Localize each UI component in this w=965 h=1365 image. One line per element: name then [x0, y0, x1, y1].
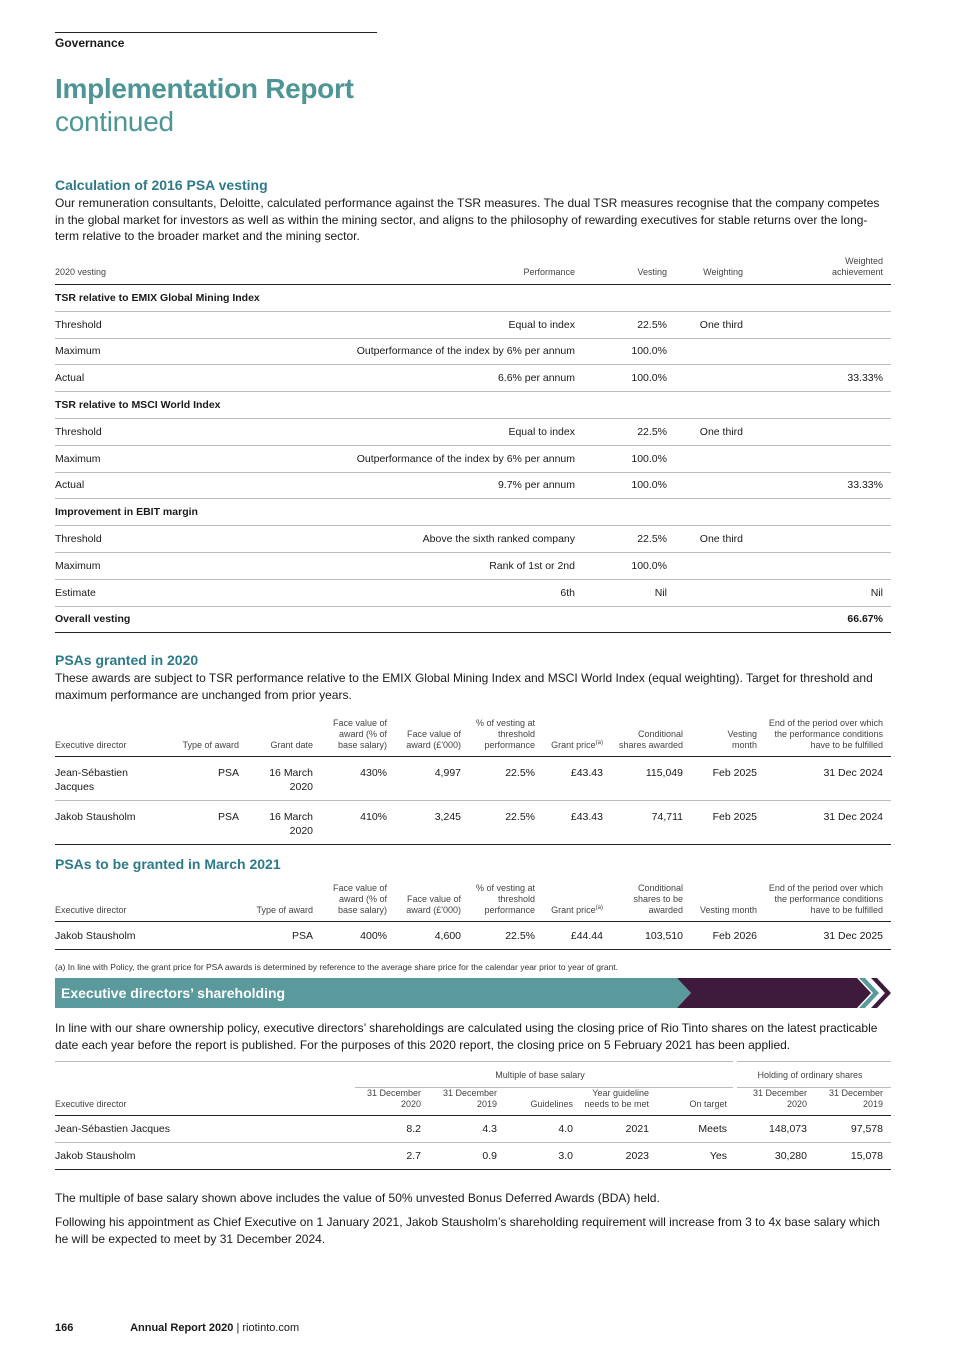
row-label: Threshold	[55, 418, 295, 445]
shareholding-table	[55, 1061, 891, 1170]
row-performance: Equal to index	[295, 418, 583, 445]
page-footer	[55, 1322, 299, 1334]
cell-on-target: Yes	[657, 1143, 735, 1170]
cell-shares: 115,049	[611, 757, 691, 801]
row-weighting	[675, 472, 775, 499]
row-vesting: 22.5%	[583, 526, 675, 553]
col-multiple-2020: 31 December 2020	[355, 1088, 429, 1116]
footnote-marker: (a)	[595, 905, 603, 911]
cell-guidelines: 3.0	[505, 1143, 581, 1170]
cell-type: PSA	[173, 801, 247, 845]
col-conditional-shares: Conditional shares to be awarded	[611, 883, 691, 922]
overall-vesting-label: Overall vesting	[55, 606, 295, 633]
col-face-value-gbp: Face value of award (£'000)	[395, 883, 469, 922]
cell-holding-2020: 148,073	[735, 1116, 815, 1143]
report-name: Annual Report 2020	[130, 1322, 234, 1334]
row-performance: Outperformance of the index by 6% per annum	[295, 445, 583, 472]
col-type-of-award: Type of award	[173, 718, 247, 757]
row-vesting: 100.0%	[583, 365, 675, 392]
table-row	[55, 922, 891, 950]
table-row	[55, 1143, 891, 1170]
row-achievement: 33.33%	[775, 365, 891, 392]
row-vesting: 100.0%	[583, 445, 675, 472]
row-achievement	[775, 338, 891, 365]
cell-grant-price: £44.44	[543, 922, 611, 950]
group-multiple-of-salary: Multiple of base salary	[355, 1062, 735, 1088]
row-performance: Above the sixth ranked company	[295, 526, 583, 553]
cell-end-period: 31 Dec 2024	[765, 757, 891, 801]
cell-multiple-2020: 2.7	[355, 1143, 429, 1170]
grant-price-label: Grant price	[551, 905, 596, 915]
row-achievement: Nil	[775, 579, 891, 606]
cell-grant-price: £43.43	[543, 801, 611, 845]
col-end-of-period: End of the period over which the performance conditions have to be fulfilled	[765, 883, 891, 922]
table-header-row	[55, 256, 891, 285]
cell-grant-date: 16 March 2020	[247, 801, 321, 845]
col-grant-price	[543, 718, 611, 757]
row-vesting: 100.0%	[583, 472, 675, 499]
col-guidelines: Guidelines	[505, 1088, 581, 1116]
cell-vesting-month: Feb 2025	[691, 757, 765, 801]
col-executive-director: Executive director	[55, 718, 173, 757]
row-weighting	[675, 445, 775, 472]
row-weighting	[675, 365, 775, 392]
cell-director: Jakob Stausholm	[55, 1143, 355, 1170]
cell-shares: 74,711	[611, 801, 691, 845]
bda-note: The multiple of base salary shown above includes the value of 50% unvested Bonus Deferred Awards (BDA) held.	[55, 1191, 660, 1205]
footer-separator: |	[236, 1322, 240, 1334]
psa2016-heading: Calculation of 2016 PSA vesting	[55, 177, 268, 193]
cell-threshold: 22.5%	[469, 757, 543, 801]
cell-director: Jean-Sébastien Jacques	[55, 1116, 355, 1143]
cell-guidelines: 4.0	[505, 1116, 581, 1143]
col-multiple-2019: 31 December 2019	[429, 1088, 505, 1116]
col-weighting: Weighting	[675, 256, 775, 285]
cell-vesting-month: Feb 2025	[691, 801, 765, 845]
shareholding-intro: In line with our share ownership policy, executive directors’ shareholdings are calculated using the closing price of Rio Tinto shares on the latest practicable date each year before the report is published. For the purposes of this 2020 report, the closing price on 5 February 2021 has been applied.	[55, 1021, 878, 1052]
psa2016-vesting-table	[55, 256, 891, 633]
cell-threshold: 22.5%	[469, 801, 543, 845]
page-subtitle: continued	[55, 106, 174, 137]
table-row	[55, 365, 891, 392]
row-vesting: 100.0%	[583, 338, 675, 365]
group-row	[55, 285, 891, 312]
group-holding-of-shares: Holding of ordinary shares	[735, 1062, 891, 1088]
cell-multiple-2019: 4.3	[429, 1116, 505, 1143]
grant-price-label: Grant price	[551, 740, 596, 750]
col-holding-2020: 31 December 2020	[735, 1088, 815, 1116]
cell-holding-2019: 97,578	[815, 1116, 891, 1143]
col-vesting: Vesting	[583, 256, 675, 285]
group-row	[55, 499, 891, 526]
cell-face-gbp: 4,600	[395, 922, 469, 950]
row-label: Threshold	[55, 311, 295, 338]
group-row	[55, 392, 891, 419]
stausholm-note: Following his appointment as Chief Executive on 1 January 2021, Jakob Stausholm’s shareholding requirement will increase from 3 to 4x base salary which he will be expected to meet by 31 December 2024.	[55, 1215, 880, 1246]
psa2016-intro: Our remuneration consultants, Deloitte, calculated performance against the TSR measures. The dual TSR measures recognise that the company competes in the global market for investors as well as within the mining sector, and aligns to the philosophy of rewarding executives for stable returns over the long-term relative to the broader market and the mining sector.	[55, 196, 880, 243]
row-weighting: One third	[675, 311, 775, 338]
shareholding-heading: Executive directors’ shareholding	[61, 985, 286, 1001]
row-performance: 6th	[295, 579, 583, 606]
row-performance: Outperformance of the index by 6% per annum	[295, 338, 583, 365]
cell-end-period: 31 Dec 2024	[765, 801, 891, 845]
row-label: Actual	[55, 472, 295, 499]
group-label-ebit: Improvement in EBIT margin	[55, 499, 891, 526]
row-weighting	[675, 338, 775, 365]
row-label: Maximum	[55, 445, 295, 472]
cell-director: Jakob Stausholm	[55, 801, 173, 845]
col-executive-director: Executive director	[55, 1088, 355, 1116]
group-label-msci: TSR relative to MSCI World Index	[55, 392, 891, 419]
col-face-value-gbp: Face value of award (£'000)	[395, 718, 469, 757]
grant-price-footnote: (a) In line with Policy, the grant price for PSA awards is determined by reference to the average share price for the calendar year prior to year of grant.	[55, 962, 619, 972]
row-weighting	[675, 552, 775, 579]
row-achievement	[775, 552, 891, 579]
row-achievement	[775, 311, 891, 338]
col-grant-price	[543, 883, 611, 922]
cell-shares: 103,510	[611, 922, 691, 950]
row-vesting: 22.5%	[583, 311, 675, 338]
table-header-row	[55, 883, 891, 922]
row-performance: Equal to index	[295, 311, 583, 338]
cell-type: PSA	[173, 757, 247, 801]
cell-face-pct: 410%	[321, 801, 395, 845]
col-grant-date: Grant date	[247, 718, 321, 757]
table-row	[55, 552, 891, 579]
header-rule	[55, 32, 377, 33]
row-label: Actual	[55, 365, 295, 392]
psa2021-table	[55, 883, 891, 950]
row-achievement	[775, 526, 891, 553]
page-number: 166	[55, 1322, 74, 1334]
cell-holding-2020: 30,280	[735, 1143, 815, 1170]
row-label: Threshold	[55, 526, 295, 553]
cell-vesting-month: Feb 2026	[691, 922, 765, 950]
cell-holding-2019: 15,078	[815, 1143, 891, 1170]
row-label: Estimate	[55, 579, 295, 606]
cell-type: PSA	[247, 922, 321, 950]
col-end-of-period: End of the period over which the performance conditions have to be fulfilled	[765, 718, 891, 757]
col-on-target: On target	[657, 1088, 735, 1116]
cell-threshold: 22.5%	[469, 922, 543, 950]
overall-row	[55, 606, 891, 633]
col-vesting-month: Vesting month	[691, 883, 765, 922]
col-face-value-pct: Face value of award (% of base salary)	[321, 883, 395, 922]
row-weighting: One third	[675, 526, 775, 553]
cell-face-gbp: 3,245	[395, 801, 469, 845]
col-vesting-threshold: % of vesting at threshold performance	[469, 883, 543, 922]
row-vesting: Nil	[583, 579, 675, 606]
row-label: Maximum	[55, 338, 295, 365]
col-conditional-shares: Conditional shares awarded	[611, 718, 691, 757]
cell-multiple-2019: 0.9	[429, 1143, 505, 1170]
row-vesting: 100.0%	[583, 552, 675, 579]
table-row	[55, 801, 891, 845]
table-row	[55, 445, 891, 472]
table-header-row	[55, 1088, 891, 1116]
col-vesting-month: Vesting month	[691, 718, 765, 757]
col-performance: Performance	[295, 256, 583, 285]
cell-on-target: Meets	[657, 1116, 735, 1143]
table-row	[55, 338, 891, 365]
col-year-guideline: Year guideline needs to be met	[581, 1088, 657, 1116]
table-header-row	[55, 718, 891, 757]
group-label-emix: TSR relative to EMIX Global Mining Index	[55, 285, 891, 312]
col-type-of-award: Type of award	[247, 883, 321, 922]
table-row	[55, 472, 891, 499]
cell-year-guideline: 2021	[581, 1116, 657, 1143]
cell-director: Jean-Sébastien Jacques	[55, 757, 173, 801]
table-row	[55, 526, 891, 553]
psa2021-heading: PSAs to be granted in March 2021	[55, 856, 281, 872]
website-link[interactable]: riotinto.com	[242, 1322, 300, 1334]
cell-face-pct: 400%	[321, 922, 395, 950]
col-vesting-threshold: % of vesting at threshold performance	[469, 718, 543, 757]
page-title: Implementation Report	[55, 73, 354, 104]
table-row	[55, 757, 891, 801]
cell-multiple-2020: 8.2	[355, 1116, 429, 1143]
shareholding-banner	[55, 978, 891, 1008]
footnote-marker: (a)	[595, 740, 603, 746]
cell-year-guideline: 2023	[581, 1143, 657, 1170]
table-row	[55, 579, 891, 606]
cell-grant-date: 16 March 2020	[247, 757, 321, 801]
table-row	[55, 418, 891, 445]
row-performance: 9.7% per annum	[295, 472, 583, 499]
row-weighting: One third	[675, 418, 775, 445]
col-weighted-achievement: Weighted achievement	[775, 256, 891, 285]
table-row	[55, 1116, 891, 1143]
psa2020-intro: These awards are subject to TSR performance relative to the EMIX Global Mining Index and MSCI World Index (equal weighting). Target for threshold and maximum performance are unchanged from prior years.	[55, 671, 873, 702]
row-performance: Rank of 1st or 2nd	[295, 552, 583, 579]
row-label: Maximum	[55, 552, 295, 579]
psa2020-table	[55, 718, 891, 845]
cell-grant-price: £43.43	[543, 757, 611, 801]
group-header-row	[55, 1062, 891, 1088]
table-row	[55, 311, 891, 338]
col-face-value-pct: Face value of award (% of base salary)	[321, 718, 395, 757]
overall-vesting-value: 66.67%	[775, 606, 891, 633]
banner-purple-band	[677, 978, 871, 1008]
col-executive-director: Executive director	[55, 883, 247, 922]
cell-director: Jakob Stausholm	[55, 922, 247, 950]
cell-face-gbp: 4,997	[395, 757, 469, 801]
col-holding-2019: 31 December 2019	[815, 1088, 891, 1116]
row-achievement: 33.33%	[775, 472, 891, 499]
section-label: Governance	[55, 36, 125, 50]
col-2020-vesting: 2020 vesting	[55, 256, 295, 285]
cell-end-period: 31 Dec 2025	[765, 922, 891, 950]
row-performance: 6.6% per annum	[295, 365, 583, 392]
cell-face-pct: 430%	[321, 757, 395, 801]
psa2020-heading: PSAs granted in 2020	[55, 652, 199, 668]
row-achievement	[775, 445, 891, 472]
row-achievement	[775, 418, 891, 445]
row-weighting	[675, 579, 775, 606]
row-vesting: 22.5%	[583, 418, 675, 445]
